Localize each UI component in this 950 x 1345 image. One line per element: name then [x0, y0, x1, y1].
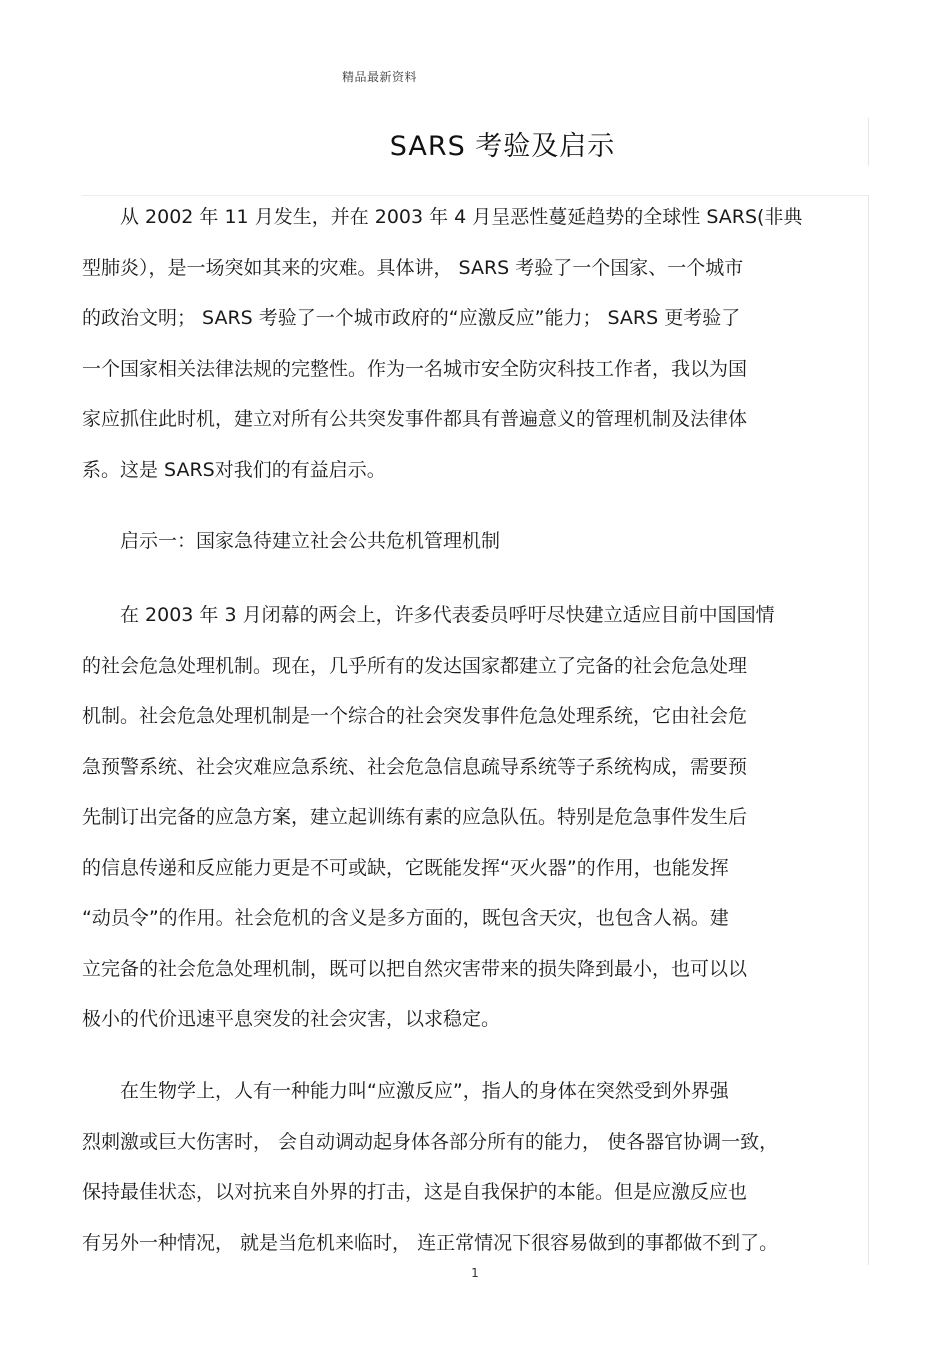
paragraph-line: 从 2002 年 11 月发生，并在 2003 年 4 月呈恶性蔓延趋势的全球性 SARS(非典 — [120, 206, 803, 228]
paragraph-line: 有另外一种情况， 就是当危机来临时， 连正常情况下很容易做到的事都做不到了。 — [82, 1231, 779, 1254]
paragraph-line: 立完备的社会危急处理机制，既可以把自然灾害带来的损失降到最小，也可以以 — [82, 957, 748, 980]
paragraph-line: 系。这是 SARS对我们的有益启示。 — [82, 458, 386, 481]
paragraph-1 — [82, 192, 872, 495]
paragraph-line: 急预警系统、社会灾难应急系统、社会危急信息疏导系统等子系统构成，需要预 — [82, 755, 748, 778]
paragraph-line: 型肺炎），是一场突如其来的灾难。具体讲， SARS 考验了一个国家、一个城市 — [82, 256, 744, 279]
paragraph-line: 保持最佳状态，以对抗来自外界的打击，这是自我保护的本能。但是应激反应也 — [82, 1181, 748, 1203]
paragraph-line: 烈刺激或巨大伤害时， 会自动调动起身体各部分所有的能力， 使各器官协调一致， — [82, 1130, 779, 1153]
paragraph-line: 在 2003 年 3 月闭幕的两会上，许多代表委员呼吁尽快建立适应目前中国国情 — [120, 604, 775, 626]
paragraph-3 — [82, 1066, 872, 1268]
paragraph-line: 极小的代价迅速平息突发的社会灾害，以求稳定。 — [82, 1008, 501, 1030]
section-heading-text: 启示一：国家急待建立社会公共危机管理机制 — [120, 530, 501, 552]
paragraph-line: 家应抓住此时机，建立对所有公共突发事件都具有普遍意义的管理机制及法律体 — [82, 408, 748, 430]
header-note: 精品最新资料 — [342, 70, 418, 84]
paragraph-line: 一个国家相关法律法规的完整性。作为一名城市安全防灾科技工作者，我以为国 — [82, 357, 748, 380]
page-number: 1 — [471, 1266, 479, 1280]
paragraph-line: 先制订出完备的应急方案，建立起训练有素的应急队伍。特别是危急事件发生后 — [82, 806, 748, 828]
paragraph-line: 机制。社会危急处理机制是一个综合的社会突发事件危急处理系统，它由社会危 — [82, 705, 748, 727]
paragraph-line: 的政治文明； SARS 考验了一个城市政府的“应激反应”能力； SARS 更考验了 — [82, 307, 741, 329]
section-heading-1 — [82, 516, 872, 567]
paragraph-line: 的社会危急处理机制。现在，几乎所有的发达国家都建立了完备的社会危急处理 — [82, 654, 748, 677]
page-title: SARS 考验及启示 — [389, 131, 616, 162]
paragraph-line: 的信息传递和反应能力更是不可或缺，它既能发挥“灭火器”的作用，也能发挥 — [82, 856, 729, 879]
paragraph-2 — [82, 590, 872, 1045]
paragraph-line: “动员令”的作用。社会危机的含义是多方面的，既包含天灾，也包含人祸。建 — [82, 907, 729, 929]
paragraph-line: 在生物学上，人有一种能力叫“应激反应”，指人的身体在突然受到外界强 — [120, 1080, 729, 1102]
